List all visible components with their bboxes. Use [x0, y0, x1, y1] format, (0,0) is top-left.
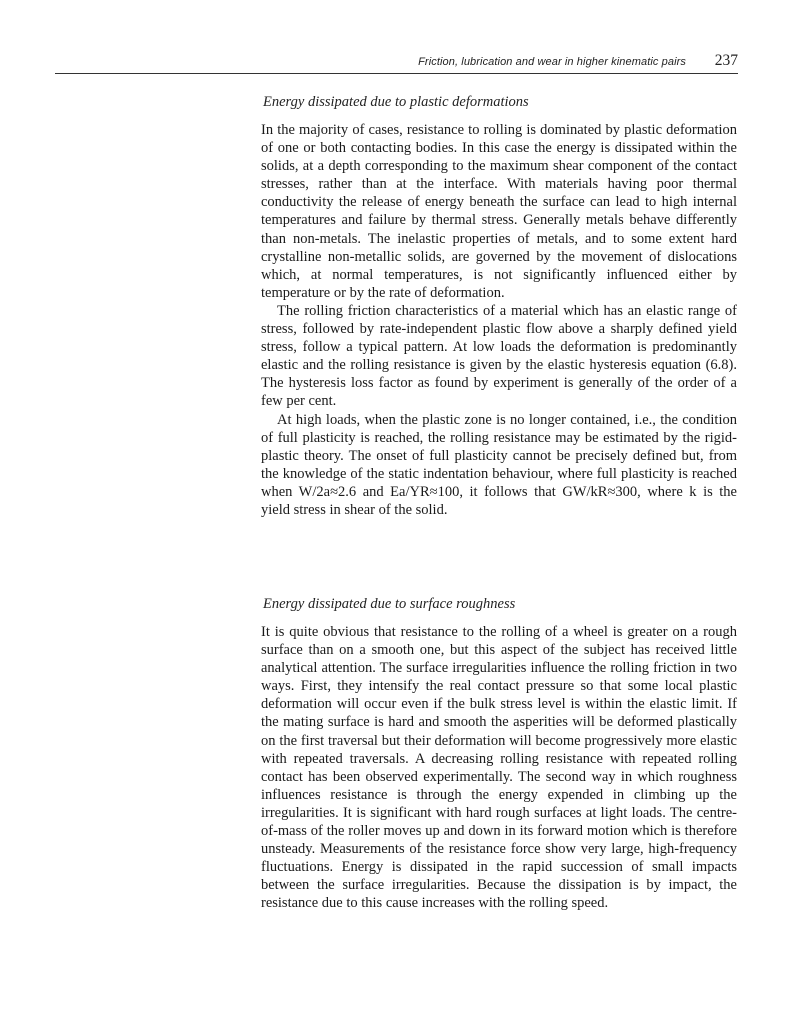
- header-rule: [55, 73, 738, 74]
- section-body-plastic-deformations: [261, 121, 737, 519]
- running-title: Friction, lubrication and wear in higher kinematic pairs: [418, 56, 686, 68]
- section-heading-surface-roughness: Energy dissipated due to surface roughness: [263, 596, 516, 612]
- paragraph: The rolling friction characteristics of a material which has an elastic range of stress, followed by rate-independent plastic flow above a sharply defined yield stress, follow a typical pattern. At low loads the deformation is predominantly elastic and the rolling resistance is given by the elastic hysteresis equation (6.8). The hysteresis loss factor as found by experiment is generally of the order of a few per cent.: [261, 302, 737, 410]
- running-head: [55, 52, 738, 74]
- section-heading-plastic-deformations: Energy dissipated due to plastic deformations: [263, 94, 529, 110]
- paragraph: In the majority of cases, resistance to rolling is dominated by plastic deformation of one or both contacting bodies. In this case the energy is dissipated within the solids, at a depth corresponding to the maximum shear component of the contact stresses, rather than at the interface. With materials having poor thermal conductivity the release of energy beneath the surface can lead to high internal temperatures and failure by thermal stress. Generally metals behave differently than non-metals. The inelastic properties of metals, and to some extent hard crystalline non-metallic solids, are governed by the movement of dislocations which, at normal temperatures, is not significantly influenced either by temperature or by the rate of deformation.: [261, 122, 737, 301]
- paragraph: At high loads, when the plastic zone is no longer contained, i.e., the condition of full plasticity is reached, the rolling resistance may be estimated by the rigid-plastic theory. The onset of full plasticity cannot be precisely defined but, from the knowledge of the static indentation behaviour, where full plasticity is reached when W/2a≈2.6 and Ea/YR≈100, it follows that GW/kR≈300, where k is the yield stress in shear of the solid.: [261, 411, 737, 518]
- section-body-surface-roughness: [261, 623, 737, 913]
- paragraph: It is quite obvious that resistance to the rolling of a wheel is greater on a rough surface than on a smooth one, but this aspect of the subject has received little analytical attention. The surface irregularities influence the rolling friction in two ways. First, they intensify the real contact pressure so that some local plastic deformation will occur even if the bulk stress level is within the elastic limit. If the mating surface is hard and smooth the asperities will be deformed plastically on the first traversal but their deformation will become progressively more elastic with repeated traversals. A decreasing rolling resistance with repeated rolling contact has been observed experimentally. The second way in which roughness influences resistance is through the energy expended in climbing up the irregularities. It is significant with hard rough surfaces at light loads. The centre-of-mass of the roller moves up and down in its forward motion which is therefore unsteady. Measurements of the resistance force show very large, high-frequency fluctuations. Energy is dissipated in the rapid succession of small impacts between the surface irregularities. Because the dissipation is by impact, the resistance due to this cause increases with the rolling speed.: [261, 624, 737, 912]
- page-number: 237: [714, 52, 738, 69]
